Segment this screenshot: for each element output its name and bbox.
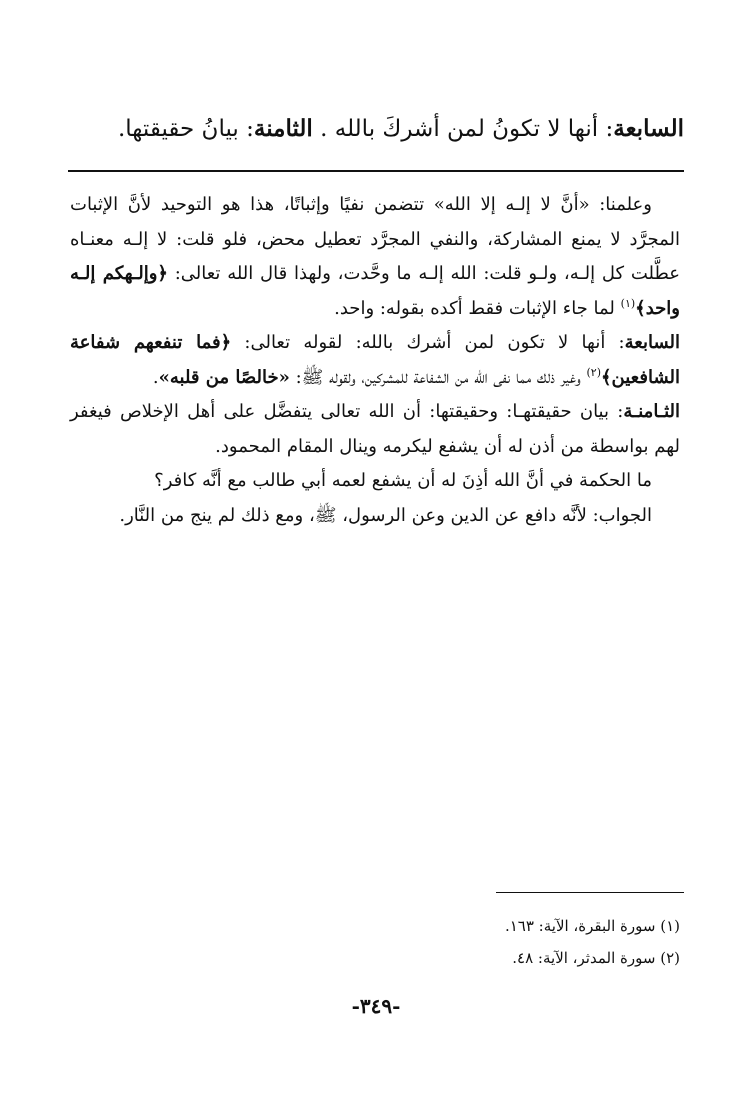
paragraph-tawhid-text: وعلمنا: «أنَّ لا إلـه إلا الله» تتضمن نفيًا وإثباتًا، هذا هو التوحيد لأنَّ الإثبات المجرَّد لا يمنع المشاركة، والنفي المجرَّد تعطيل محض، فلو قلت: لا إلـه معنـاه عطَّلت كل إلـه، ولـو قلت: الله إلـه ما وحَّدت، ولهذا قال الله تعالى: — [70, 194, 680, 284]
footnotes — [300, 910, 680, 974]
paragraph-seventh — [70, 326, 680, 395]
header-divider — [68, 170, 684, 172]
eighth-label: الثـامنـة — [623, 401, 680, 422]
header-seventh-text: : أنها لا تكونُ لمن أشركَ بالله . — [320, 116, 614, 142]
header-eighth-label: الثامنة — [253, 115, 313, 142]
paragraph-question: ما الحكمة في أنَّ الله أذِنَ له أن يشفع لعمه أبي طالب مع أنَّه كافر؟ — [154, 470, 652, 491]
footnote-ref-2[interactable]: (٢) — [586, 365, 601, 379]
footnote-2: (٢) سورة المدثر، الآية: ٤٨. — [512, 949, 680, 967]
seventh-label: السابعة — [624, 332, 680, 353]
seventh-text-2: وغير ذلك مما نفى الله من الشفاعة للمشركين، ولقوله ﷺ: — [295, 366, 581, 388]
footnote-divider — [496, 892, 684, 893]
footnote-1: (١) سورة البقرة، الآية: ١٦٣. — [504, 917, 680, 935]
header-seventh-label: السابعة — [613, 115, 684, 142]
footnote-ref-1[interactable]: (١) — [620, 296, 636, 310]
header-eighth-text: : بيانُ حقيقتها. — [117, 116, 254, 142]
paragraph-tawhid-end: لما جاء الإثبات فقط أكده بقوله: واحد. — [334, 297, 615, 319]
page-number: -٣٤٩- — [351, 994, 401, 1018]
quran-quote-2: ﴿فما تنفعهم شفاعة الشافعين﴾ — [70, 332, 680, 388]
eighth-text: : بيان حقيقتهـا: وحقيقتها: أن الله تعالى يتفضَّل على أهل الإخلاص فيغفر لهم بواسطة من أذن له أن يشفع ليكرمه وينال المقام المحمود. — [70, 401, 680, 457]
hadith-quote: «خالصًا من قلبه» — [158, 366, 290, 388]
paragraph-tawhid — [70, 188, 680, 326]
running-header — [68, 106, 684, 152]
main-text — [70, 188, 680, 533]
seventh-end: . — [152, 366, 159, 388]
paragraph-answer: الجواب: لأنَّه دافع عن الدين وعن الرسول، ﷺ، ومع ذلك لم ينج من النَّار. — [119, 504, 652, 526]
quran-quote-1: ﴿وإلـهكم إلـه واحد﴾ — [70, 263, 680, 319]
seventh-text: : أنها لا تكون لمن أشرك بالله: لقوله تعالى: — [244, 332, 625, 353]
paragraph-eighth — [70, 395, 680, 464]
